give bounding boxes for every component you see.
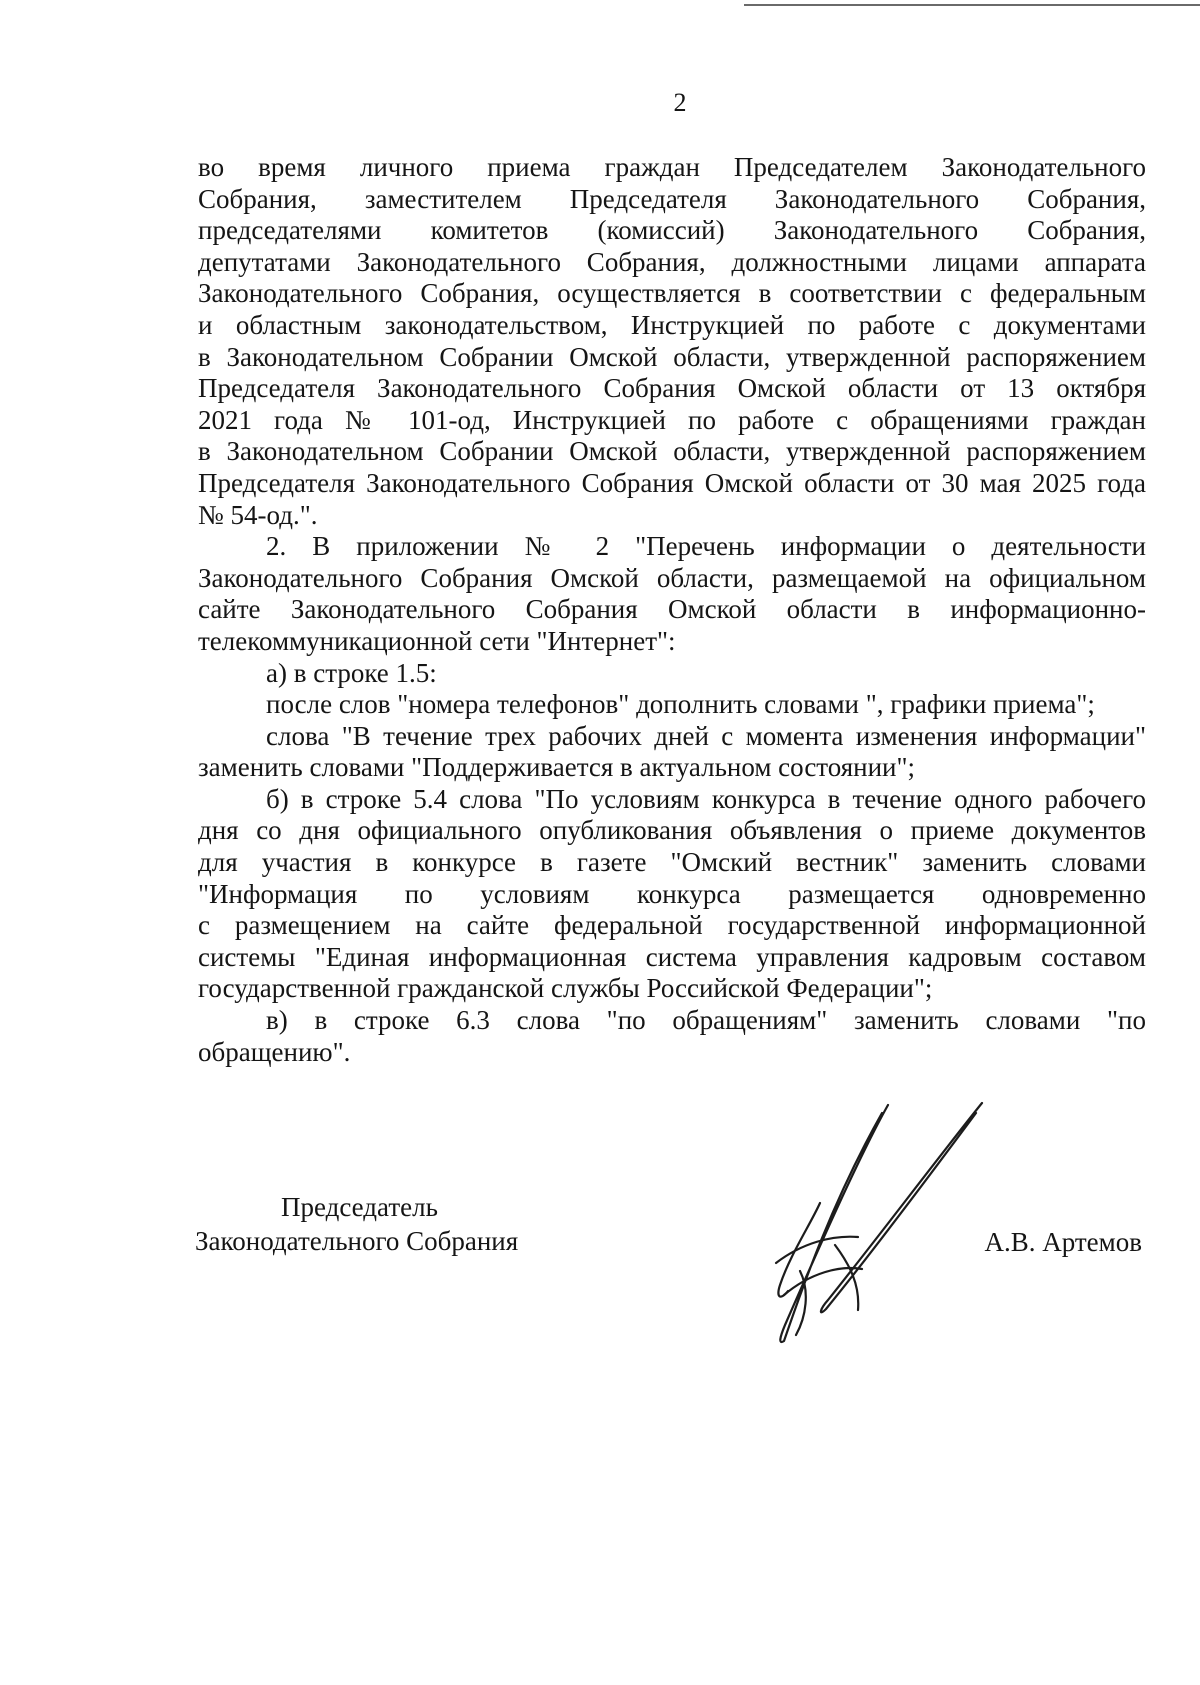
text-line: телекоммуникационной сети "Интернет": [198, 625, 676, 656]
text-line: государственной гражданской службы Российской Федерации"; [198, 973, 933, 1004]
text-line: Законодательного Собрания Омской области, размещаемой на официальном [198, 562, 1146, 593]
text-line: депутатами Законодательного Собрания, должностными лицами аппарата [198, 246, 1146, 277]
text-line: Собрания, заместителем Председателя Законодательного Собрания, [198, 183, 1146, 214]
text-line: дня со дня официального опубликования объявления о приеме документов [198, 815, 1146, 846]
text-line: в Законодательном Собрании Омской области, утвержденной распоряжением [198, 436, 1146, 467]
text-line: с размещением на сайте федеральной государственной информационной [198, 910, 1146, 941]
text-line: "Информация по условиям конкурса размещается одновременно [198, 878, 1146, 909]
signer-name: А.В. Артемов [984, 1227, 1142, 1257]
handwritten-signature [740, 1095, 1000, 1355]
text-line: Законодательного Собрания, осуществляется в соответствии с федеральным [198, 278, 1146, 309]
subitem-b: б) в строке 5.4 слова "По условиям конкурса в течение одного рабочего [266, 783, 1146, 814]
text-line: Председателя Законодательного Собрания Омской области от 13 октября [198, 373, 1146, 404]
subitem-a: а) в строке 1.5: [266, 657, 437, 688]
text-line: во время личного приема граждан Председателем Законодательного [198, 152, 1146, 182]
text-line: сайте Законодательного Собрания Омской области в информационно- [198, 594, 1146, 625]
signer-organization: Законодательного Собрания [195, 1226, 519, 1256]
text-line: № 54-од.". [198, 499, 318, 530]
text-line: после слов "номера телефонов" дополнить словами ", графики приема"; [266, 689, 1095, 720]
text-line: слова "В течение трех рабочих дней с момента изменения информации" [266, 720, 1146, 751]
text-line: системы "Единая информационная система управления кадровым составом [198, 941, 1146, 972]
text-line: для участия в конкурсе в газете "Омский вестник" заменить словами [198, 847, 1146, 878]
top-edge-line [744, 4, 1200, 6]
text-line: заменить словами "Поддерживается в актуальном состоянии"; [198, 752, 916, 783]
paragraph-2-start: 2. В приложении № 2 "Перечень информации о деятельности [266, 531, 1146, 562]
text-line: 2021 года № 101-од, Инструкцией по работе с обращениями граждан [198, 404, 1146, 435]
signer-title [195, 1190, 518, 1258]
subitem-v: в) в строке 6.3 слова "по обращениям" заменить словами "по [266, 1005, 1146, 1036]
page-number: 2 [673, 88, 687, 117]
text-line: и областным законодательством, Инструкцией по работе с документами [198, 309, 1146, 340]
signer-position: Председатель [281, 1192, 438, 1222]
text-line: обращению". [198, 1036, 351, 1067]
text-line: Председателя Законодательного Собрания Омской области от 30 мая 2025 года [198, 467, 1146, 498]
text-line: в Законодательном Собрании Омской области, утвержденной распоряжением [198, 341, 1146, 372]
text-line: председателями комитетов (комиссий) Законодательного Собрания, [198, 215, 1146, 246]
document-body [198, 152, 1146, 1068]
